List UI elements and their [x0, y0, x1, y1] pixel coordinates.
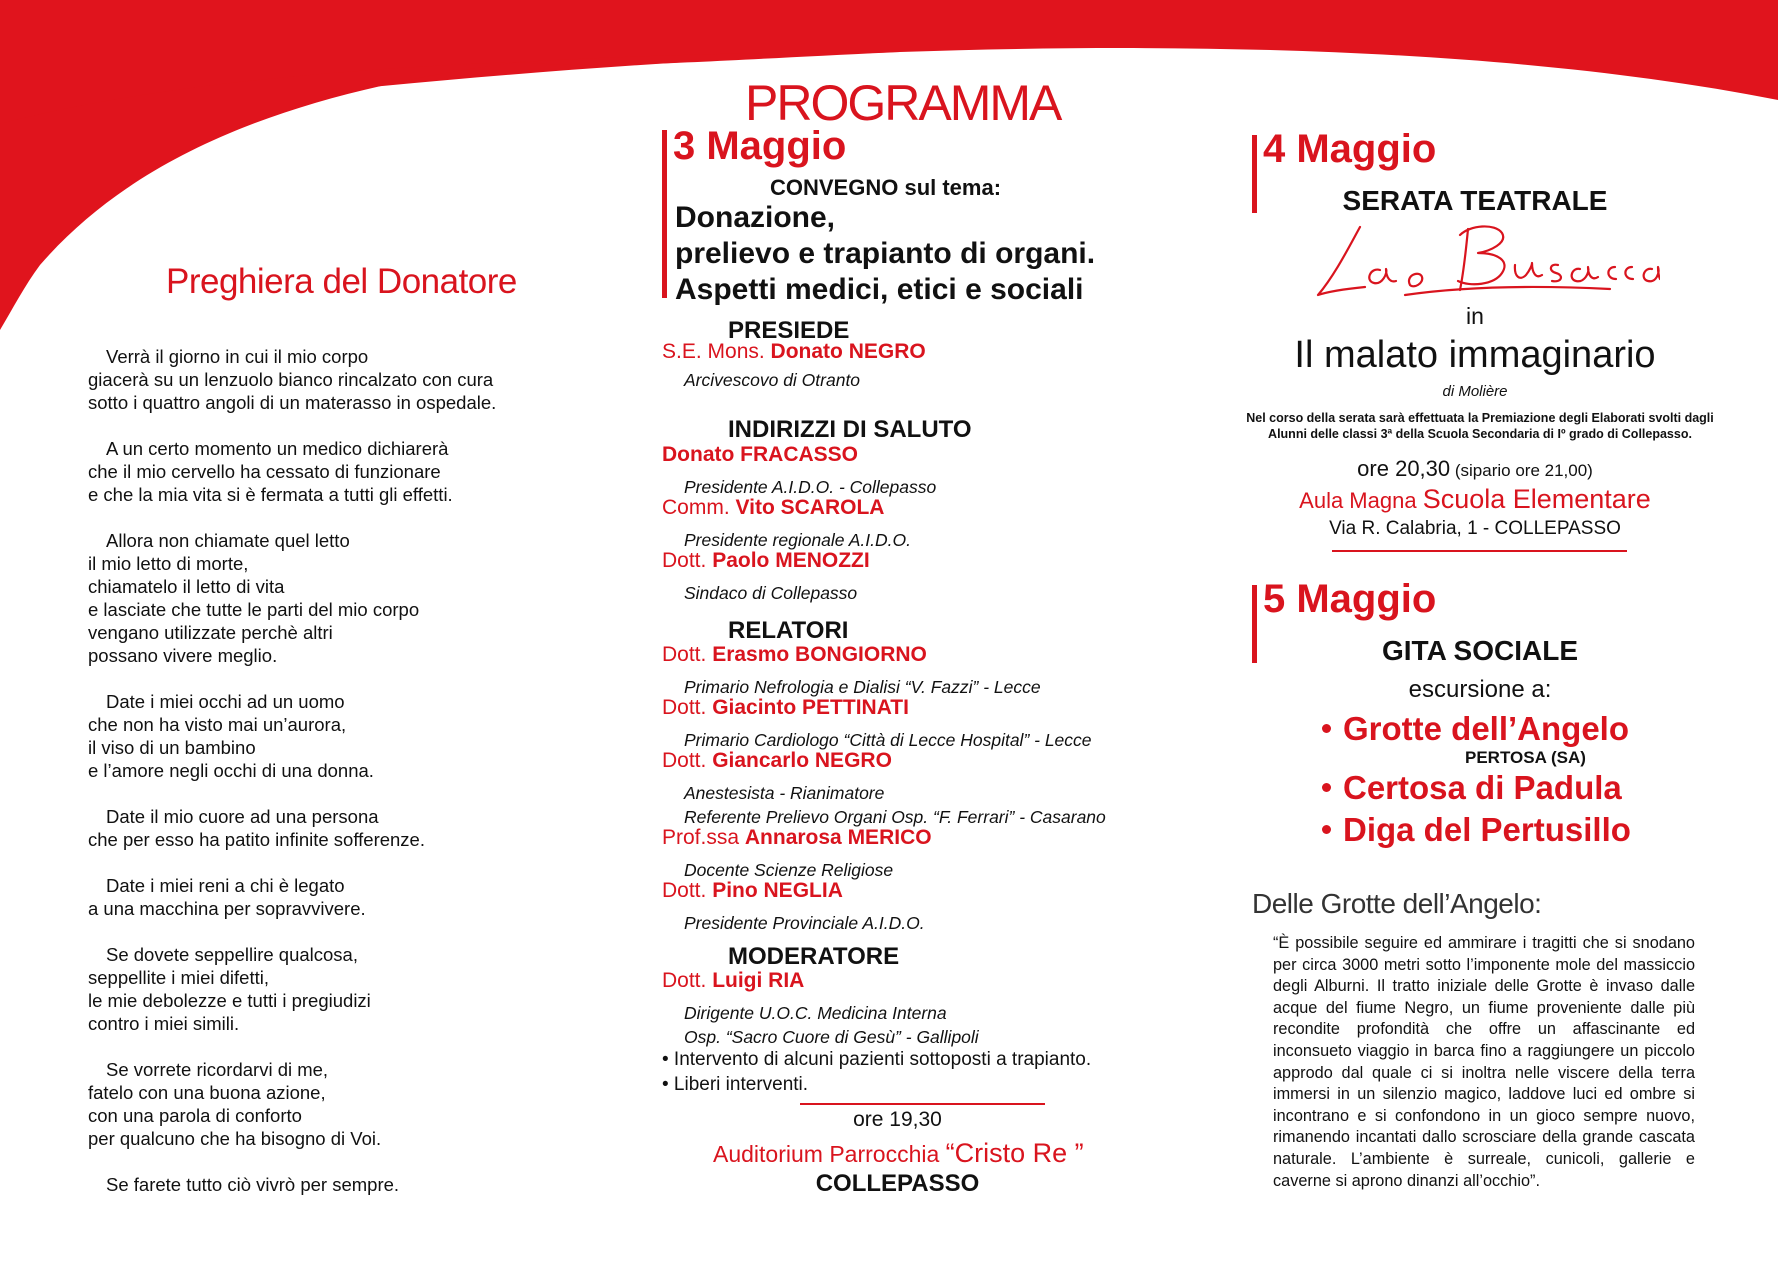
prayer-line: a una macchina per sopravvivere.	[88, 898, 366, 919]
prayer-line: le mie debolezze e tutti i pregiudizi	[88, 990, 371, 1011]
speaker-name: Pino NEGLIA	[712, 879, 843, 902]
prayer-line: Allora non chiamate quel letto	[106, 530, 350, 551]
speaker-name-row	[662, 826, 932, 850]
destination-item	[1322, 710, 1629, 748]
prayer-line: Verrà il giorno in cui il mio corpo	[106, 346, 369, 367]
caves-title: Delle Grotte dell’Angelo:	[1252, 888, 1542, 919]
conference-theme	[675, 200, 1095, 308]
day2-venue	[1250, 484, 1700, 515]
destination-name: Certosa di Padula	[1343, 769, 1622, 806]
prayer-line: giacerà su un lenzuolo bianco rincalzato con cura	[88, 369, 494, 390]
speaker-name: Giancarlo NEGRO	[712, 749, 892, 772]
speaker-role: Primario Cardiologo “Città di Lecce Hospital” - Lecce	[684, 730, 1092, 750]
la-busacca-signature-logo	[1310, 215, 1660, 310]
prayer-stanza	[88, 529, 496, 667]
prayer-stanza	[88, 943, 496, 1035]
prayer-line: che il mio cervello ha cessato di funzionare	[88, 461, 441, 482]
prayer-line: che non ha visto mai un’aurora,	[88, 714, 347, 735]
speaker-title: Dott.	[662, 749, 713, 772]
destination-location: PERTOSA (SA)	[1465, 748, 1586, 767]
speaker-name-row	[662, 496, 884, 520]
day2-date: 4 Maggio	[1263, 127, 1437, 171]
prayer-stanza	[88, 437, 496, 506]
prayer-line: Date il mio cuore ad una persona	[106, 806, 379, 827]
speaker-role: Docente Scienze Religiose	[684, 860, 894, 880]
destination-name: Grotte dell’Angelo	[1343, 710, 1630, 747]
speaker-title: Dott.	[662, 549, 713, 572]
prayer-line: e l’amore negli occhi di una donna.	[88, 760, 374, 781]
conference-label: CONVEGNO sul tema:	[770, 175, 1002, 200]
speaker-name-row	[662, 340, 926, 364]
theatre-event: SERATA TEATRALE	[1342, 185, 1608, 216]
speaker-name-row	[662, 749, 892, 773]
section-heading: INDIRIZZI DI SALUTO	[728, 416, 972, 443]
prayer-stanza	[88, 690, 496, 782]
divider-line	[1332, 550, 1627, 552]
speaker-name: Annarosa MERICO	[744, 826, 932, 849]
play-title: Il malato immaginario	[1294, 334, 1656, 376]
speaker-title: S.E. Mons.	[662, 340, 771, 363]
prayer-line: Date i miei reni a chi è legato	[106, 875, 345, 896]
speaker-role: Referente Prelievo Organi Osp. “F. Ferrari” - Casarano	[684, 807, 1106, 827]
prayer-line: Se dovete seppellire qualcosa,	[106, 944, 358, 965]
prayer-stanza	[88, 1058, 496, 1150]
day1-time: ore 19,30	[853, 1108, 942, 1131]
prayer-line: Se vorrete ricordarvi di me,	[106, 1059, 329, 1080]
speaker-name-row	[662, 879, 843, 903]
prayer-line: A un certo momento un medico dichiarerà	[106, 438, 449, 459]
destination-name: Diga del Pertusillo	[1343, 811, 1631, 848]
prayer-line: che per esso ha patito infinite sofferenze.	[88, 829, 425, 850]
theme-line: prelievo e trapianto di organi.	[675, 237, 1096, 270]
prayer-line: seppellite i miei difetti,	[88, 967, 269, 988]
speaker-name: Giacinto PETTINATI	[712, 696, 909, 719]
day2-address: Via R. Calabria, 1 - COLLEPASSO	[1329, 518, 1621, 539]
speaker-name-row	[662, 643, 927, 667]
theme-line: Donazione,	[675, 201, 836, 234]
trip-event: GITA SOCIALE	[1382, 635, 1578, 666]
prayer-line: con una parola di conforto	[88, 1105, 302, 1126]
prayer-text	[88, 345, 496, 1219]
speaker-name-row	[662, 696, 909, 720]
speaker-title: Dott.	[662, 696, 713, 719]
programme-bullet: • Intervento di alcuni pazienti sottoposti a trapianto.	[662, 1049, 1092, 1070]
speaker-name-row	[662, 549, 870, 573]
destination-item	[1322, 769, 1622, 807]
venue-name: “Cristo Re ”	[945, 1138, 1084, 1168]
prayer-line: Se farete tutto ciò vivrò per sempre.	[106, 1174, 400, 1195]
speaker-title: Prof.ssa	[662, 826, 745, 849]
prayer-title: Preghiera del Donatore	[166, 262, 517, 301]
venue-prefix: Auditorium Parrocchia	[713, 1141, 946, 1167]
bullet-dot-icon	[1322, 825, 1331, 834]
speaker-role: Dirigente U.O.C. Medicina Interna	[684, 1003, 947, 1023]
day1-city: COLLEPASSO	[815, 1170, 980, 1197]
speaker-title: Comm.	[662, 496, 736, 519]
day3-accent-bar	[1252, 585, 1257, 663]
speaker-name: Vito SCAROLA	[735, 496, 885, 519]
prayer-line: e lasciate che tutte le parti del mio corpo	[88, 599, 420, 620]
day1-date: 3 Maggio	[673, 124, 847, 168]
prayer-line: per qualcuno che ha bisogno di Voi.	[88, 1128, 382, 1149]
speaker-role: Arcivescovo di Otranto	[684, 370, 861, 390]
day1-accent-bar	[662, 130, 667, 298]
venue-name: Scuola Elementare	[1422, 484, 1651, 514]
destination-item	[1322, 811, 1631, 849]
speaker-role: Primario Nefrologia e Dialisi “V. Fazzi” - Lecce	[684, 677, 1041, 697]
speaker-title: Dott.	[662, 969, 713, 992]
prayer-line: il viso di un bambino	[88, 737, 256, 758]
section-heading: PRESIEDE	[728, 317, 850, 344]
day3-date: 5 Maggio	[1263, 577, 1437, 621]
speaker-role: Presidente Provinciale A.I.D.O.	[684, 913, 925, 933]
prayer-stanza	[88, 874, 496, 920]
day2-time	[1330, 456, 1620, 482]
prayer-line: fatelo con una buona azione,	[88, 1082, 326, 1103]
speaker-title: Dott.	[662, 879, 713, 902]
caves-description: “È possibile seguire ed ammirare i tragitti che si snodano per circa 3000 metri sotto l’imponente mole del massiccio degli Alburni. Il tratto iniziale delle Grotte è invaso dalle acque del fiume Negro, un fiume proveniente dalle più recondite profondità che offre un affascinante ed inconsueto viaggio in barca fino a raggiungere un piccolo approdo dal quale ci si inoltra nelle viscere della terra immersi in un silenzio magico, laddove luci ed ombre si incontrano e si confondono in un gioco sempre nuovo, rimanendo incantati dallo scrosciare della grande cascata naturale. L’ambiente è surreale, cunicoli, gallerie e caverne si aprono dinanzi all’occhio”.	[1273, 934, 1695, 1190]
prayer-stanza	[88, 345, 496, 414]
prayer-stanza	[88, 805, 496, 851]
speaker-name: Donato FRACASSO	[662, 443, 858, 466]
programme-title: PROGRAMMA	[745, 75, 1061, 131]
divider-line	[800, 1103, 1045, 1105]
prayer-stanza	[88, 1173, 496, 1196]
programme-bullet: • Liberi interventi.	[662, 1074, 809, 1095]
theme-line: Aspetti medici, etici e sociali	[675, 273, 1084, 306]
prayer-line: possano vivere meglio.	[88, 645, 278, 666]
speaker-name: Luigi RIA	[712, 969, 805, 992]
curtain-time: (sipario ore 21,00)	[1450, 461, 1593, 480]
section-heading: RELATORI	[728, 617, 849, 644]
section-heading: MODERATORE	[728, 943, 900, 970]
prayer-line: contro i miei simili.	[88, 1013, 240, 1034]
excursion-label: escursione a:	[1408, 676, 1552, 703]
bullet-dot-icon	[1322, 724, 1331, 733]
speaker-title: Dott.	[662, 643, 713, 666]
venue-prefix: Aula Magna	[1299, 488, 1423, 513]
prayer-line: sotto i quattro angoli di un materasso in ospedale.	[88, 392, 497, 413]
speaker-name: Donato NEGRO	[770, 340, 926, 363]
award-note: Nel corso della serata sarà effettuata la Premiazione degli Elaborati svolti dagli Alunni delle classi 3ª della Scuola Secondaria di Iº grado di Collepasso.	[1246, 411, 1714, 441]
speaker-role: Osp. “Sacro Cuore di Gesù” - Gallipoli	[684, 1027, 979, 1047]
speaker-name-row	[662, 443, 858, 467]
speaker-role: Presidente regionale A.I.D.O.	[684, 530, 911, 550]
speaker-name: Paolo MENOZZI	[712, 549, 870, 572]
speaker-name: Erasmo BONGIORNO	[712, 643, 927, 666]
speaker-role: Presidente A.I.D.O. - Collepasso	[684, 477, 937, 497]
prayer-line: Date i miei occhi ad un uomo	[106, 691, 345, 712]
day1-venue	[713, 1138, 1083, 1169]
speaker-name-row	[662, 969, 804, 993]
prayer-line: il mio letto di morte,	[88, 553, 249, 574]
bullet-dot-icon	[1322, 783, 1331, 792]
prayer-line: chiamatelo il letto di vita	[88, 576, 285, 597]
in-word: in	[1466, 303, 1484, 329]
speaker-role: Sindaco di Collepasso	[684, 583, 858, 603]
prayer-line: vengano utilizzate perchè altri	[88, 622, 333, 643]
speaker-role: Anestesista - Rianimatore	[684, 783, 885, 803]
time-value: ore 20,30	[1357, 456, 1451, 481]
play-author: di Molière	[1442, 383, 1508, 400]
prayer-line: e che la mia vita si è fermata a tutti gli effetti.	[88, 484, 453, 505]
